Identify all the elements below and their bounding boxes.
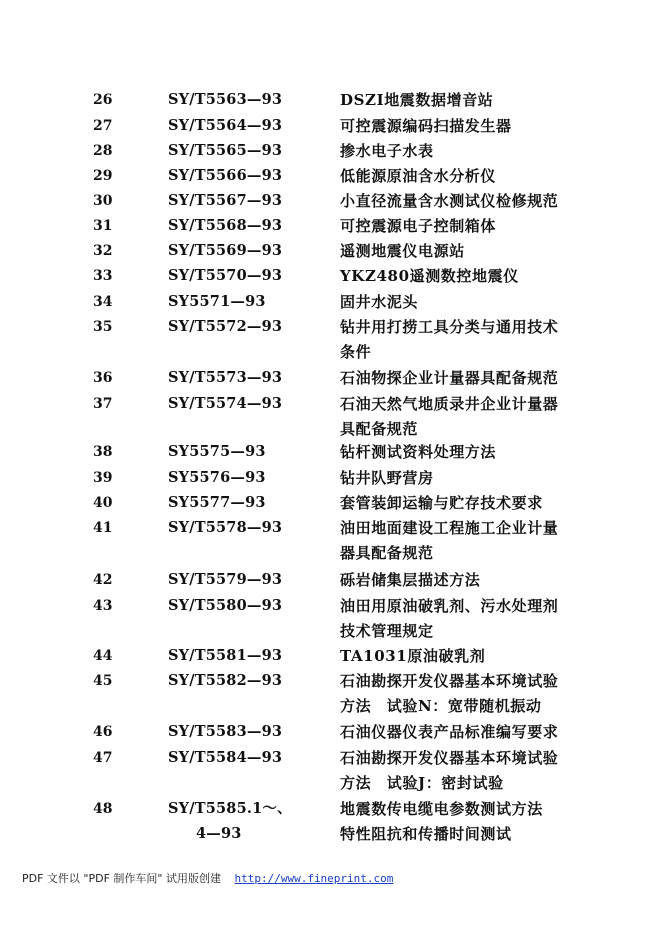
standard-title: 低能源原油含水分析仪 [340,167,497,185]
item-number: 40 [93,495,113,511]
standard-code: SY/T5565—93 [168,142,283,159]
item-number: 36 [93,370,113,386]
standard-code: SY5577—93 [168,494,266,511]
standard-code: SY/T5570—93 [168,267,283,284]
item-number: 28 [93,143,113,159]
item-number: 42 [93,572,113,588]
item-number: 32 [93,243,113,259]
standard-title: TA1031原油破乳剂 [340,647,486,665]
standard-code: SY/T5581—93 [168,647,283,664]
standard-title: 固井水泥头 [340,293,419,311]
item-number: 41 [93,520,113,536]
standard-title: 砾岩储集层描述方法 [340,571,481,589]
item-number: 29 [93,168,113,184]
item-number: 35 [93,319,113,335]
standard-title: 套管装卸运输与贮存技术要求 [340,494,543,512]
standard-title: 钻杆测试资料处理方法 [340,443,497,461]
standard-code: SY/T5574—93 [168,395,283,412]
standard-code: SY/T5563—93 [168,91,283,108]
footer-link[interactable]: http://www.fineprint.com [234,872,394,885]
item-number: 33 [93,268,113,284]
footer-text: PDF 文件以 "PDF 制作车间" 试用版创建 [22,872,221,885]
item-number: 30 [93,193,113,209]
standard-code: SY/T5578—93 [168,519,283,536]
standard-code: SY/T5567—93 [168,192,283,209]
standard-title-continued: 特性阻抗和传播时间测试 [340,825,512,843]
standard-code: SY/T5584—93 [168,749,283,766]
standard-code: SY/T5564—93 [168,117,283,134]
standard-code: SY/T5585.1～、 [168,800,292,817]
standard-title: 掺水电子水表 [340,142,434,160]
item-number: 48 [93,801,113,817]
item-number: 46 [93,724,113,740]
standard-code: SY/T5579—93 [168,571,283,588]
item-number: 43 [93,598,113,614]
item-number: 27 [93,118,113,134]
item-number: 34 [93,294,113,310]
standard-code: SY/T5569—93 [168,242,283,259]
standard-code: SY5571—93 [168,293,266,310]
footer [22,870,393,886]
item-number: 37 [93,396,113,412]
item-number: 26 [93,92,113,108]
standard-code: SY5576—93 [168,469,266,486]
standard-code: SY/T5582—93 [168,672,283,689]
standard-title: 石油勘探开发仪器基本环境试验 [340,749,559,767]
standard-code: SY/T5580—93 [168,597,283,614]
standard-title: 小直径流量含水测试仪检修规范 [340,192,559,210]
standard-title-continued: 器具配备规范 [340,544,434,562]
standard-title: 可控震源编码扫描发生器 [340,117,512,135]
standard-title: 石油物探企业计量器具配备规范 [340,369,559,387]
standard-code: SY/T5568—93 [168,217,283,234]
standard-title: 可控震源电子控制箱体 [340,217,497,235]
standard-title: YKZ480遥测数控地震仪 [340,267,519,285]
standard-title-continued: 方法 试验N：宽带随机振动 [340,697,542,715]
standard-title-continued: 具配备规范 [340,420,419,438]
standard-title-continued: 技术管理规定 [340,622,434,640]
standard-title: 地震数传电缆电参数测试方法 [340,800,543,818]
standard-code: SY/T5583—93 [168,723,283,740]
standard-title: 石油勘探开发仪器基本环境试验 [340,672,559,690]
item-number: 47 [93,750,113,766]
standard-code: SY/T5572—93 [168,318,283,335]
item-number: 31 [93,218,113,234]
standard-title: DSZI地震数据增音站 [340,91,494,109]
standard-title: 石油仪器仪表产品标准编写要求 [340,723,559,741]
item-number: 44 [93,648,113,664]
standard-code: SY5575—93 [168,443,266,460]
standard-code: SY/T5566—93 [168,167,283,184]
standard-title: 钻井用打捞工具分类与通用技术 [340,318,559,336]
standard-code: SY/T5573—93 [168,369,283,386]
standard-title: 油田地面建设工程施工企业计量 [340,519,559,537]
standard-title-continued: 条件 [340,343,372,361]
standard-title: 遥测地震仪电源站 [340,242,465,260]
item-number: 45 [93,673,113,689]
item-number: 38 [93,444,113,460]
standard-title: 钻井队野营房 [340,469,434,487]
standard-title: 油田用原油破乳剂、污水处理剂 [340,597,559,615]
standard-title-continued: 方法 试验J：密封试验 [340,774,504,792]
item-number: 39 [93,470,113,486]
standard-code-line2: 4—93 [196,825,242,842]
standard-title: 石油天然气地质录井企业计量器 [340,395,559,413]
